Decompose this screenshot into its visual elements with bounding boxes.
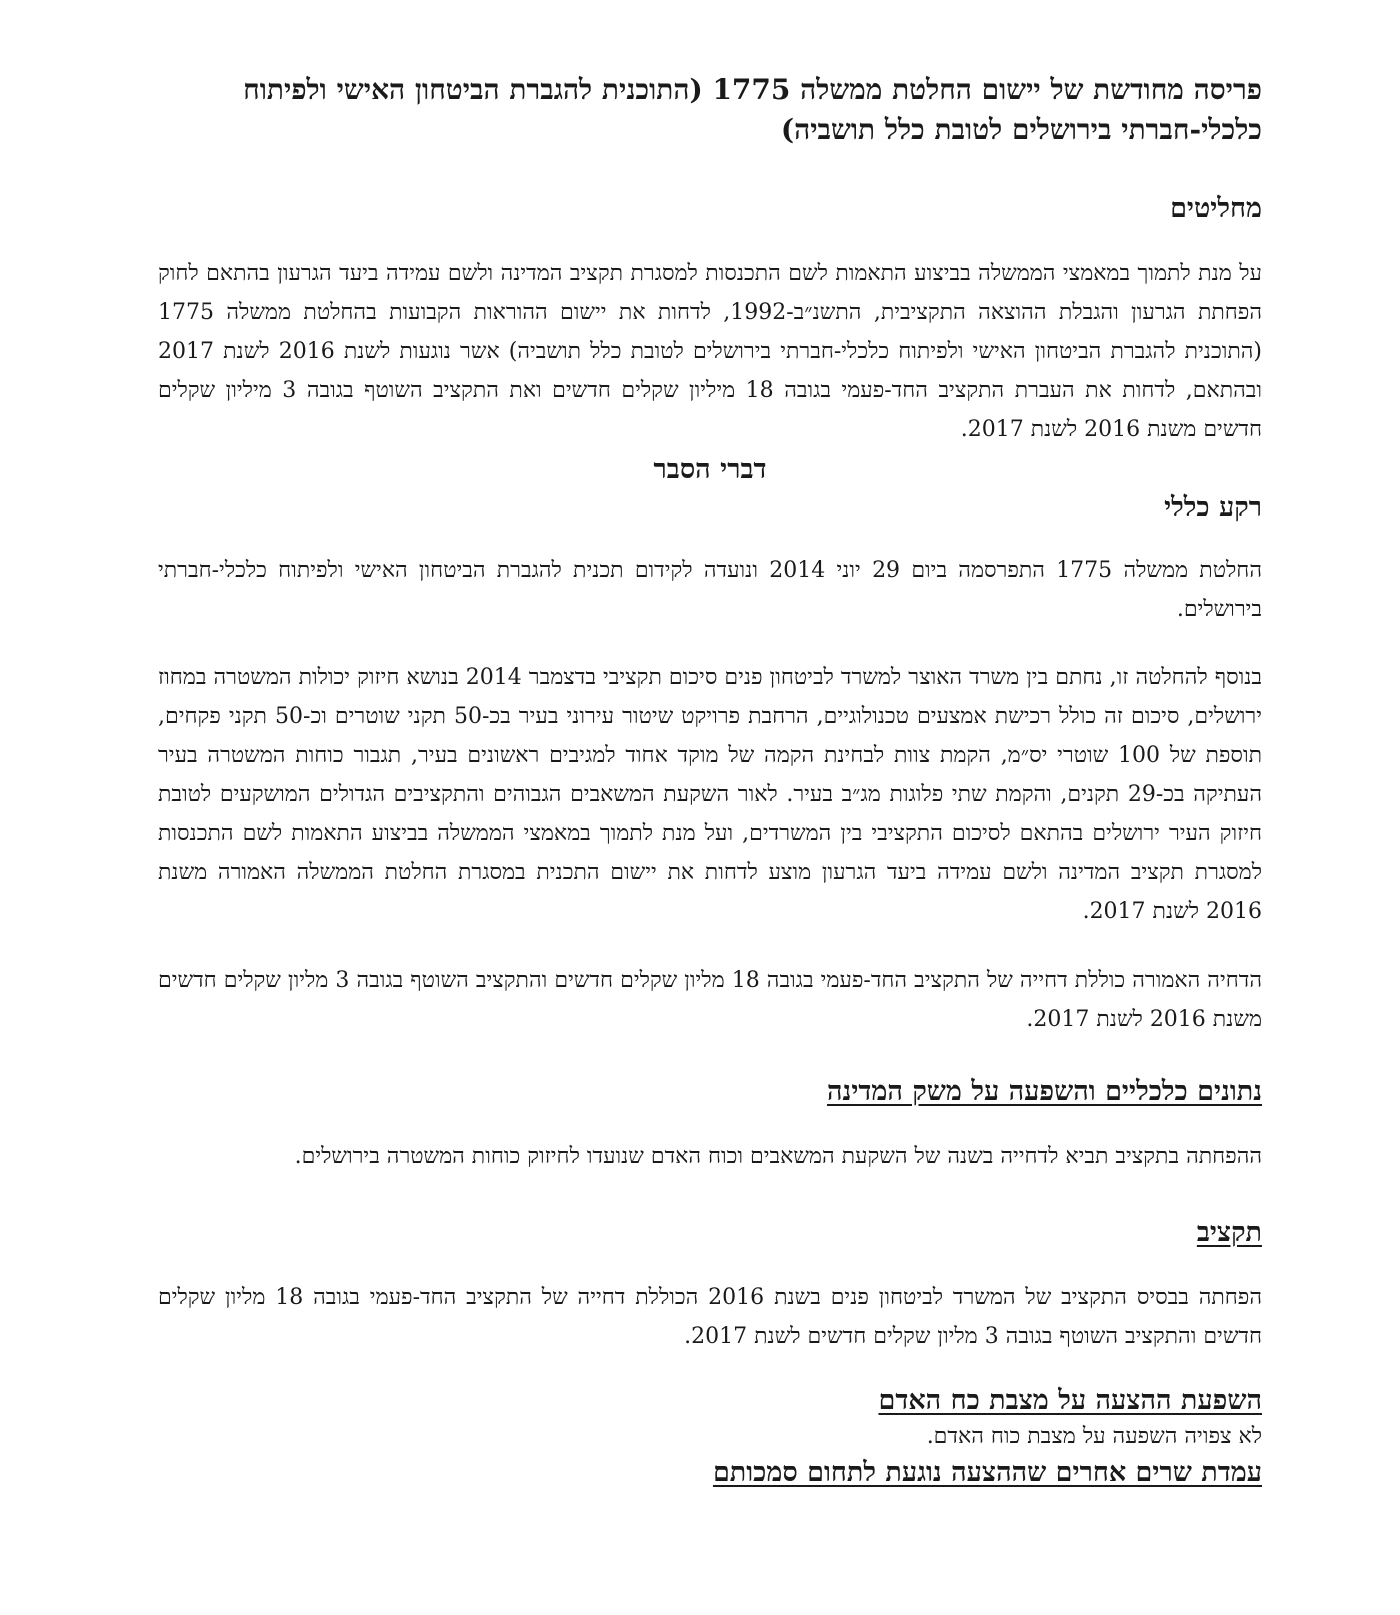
background-paragraph-1: החלטת ממשלה 1775 התפרסמה ביום 29 יוני 2014 ונועדה לקידום תכנית להגברת הביטחון האישי ולפיתוח כלכלי-חברתי בירושלים. (158, 558, 1262, 622)
manpower-heading: השפעת ההצעה על מצבת כח האדם (878, 1385, 1262, 1416)
economic-heading: נתונים כלכליים והשפעה על משק המדינה (827, 1076, 1262, 1107)
budget-text: הפחתה בבסיס התקציב של המשרד לביטחון פנים בשנת 2016 הכוללת דחייה של התקציב החד-פעמי בגובה 18 מליון שקלים חדשים והתקציב השוטף בגובה 3 מליון שקלים חדשים לשנת 2017. (158, 1285, 1262, 1349)
budget-heading: תקציב (1196, 1217, 1262, 1248)
document-page (158, 70, 1262, 1492)
background-paragraph-2: בנוסף להחלטה זו, נחתם בין משרד האוצר למשרד לביטחון פנים סיכום תקציבי בדצמבר 2014 בנושא חיזוק יכולות המשטרה במחוז ירושלים, סיכום זה כולל רכישת אמצעים טכנולוגיים, הרחבת פרויקט שיטור עירוני בעיר בכ-50 תקני שוטרים וכ-50 תקני פקחים, תוספת של 100 שוטרי יס״מ, הקמת צוות לבחינת הקמה של מוקד אחוד למגיבים ראשונים בעיר, תגבור כוחות המשטרה בעיר העתיקה בכ-29 תקנים, והקמת שתי פלוגות מג״ב בעיר. לאור השקעת המשאבים הגבוהים והתקציבים הגדולים המושקעים לטובת חיזוק העיר ירושלים בהתאם לסיכום התקציבי בין המשרדים, ועל מנת לתמוך במאמצי הממשלה בביצוע התאמות לשם התכנסות למסגרת תקציב המדינה ולשם עמידה ביעד הגרעון מוצע לדחות את יישום התכנית במסגרת החלטת הממשלה האמורה משנת 2016 לשנת 2017. (158, 665, 1262, 924)
document-title: פריסה מחודשת של יישום החלטת ממשלה 1775 (התוכנית להגברת הביטחון האישי ולפיתוח כלכלי-חברתי בירושלים לטובת כלל תושביה) (243, 73, 1262, 146)
decisions-text: על מנת לתמוך במאמצי הממשלה בביצוע התאמות לשם התכנסות למסגרת תקציב המדינה ולשם עמידה ביעד הגרעון בהתאם לחוק הפחתת הגרעון והגבלת ההוצאה התקציבית, התשנ״ב-1992, לדחות את יישום ההוראות הקבועות בהחלטת ממשלה 1775 (התוכנית להגברת הביטחון האישי ולפיתוח כלכלי-חברתי בירושלים לטובת כלל תושביה) אשר נוגעות לשנת 2016 לשנת 2017 ובהתאם, לדחות את העברת התקציב החד-פעמי בגובה 18 מיליון שקלים חדשים ואת התקציב השוטף בגובה 3 מיליון שקלים חדשים משנת 2016 לשנת 2017. (158, 261, 1262, 442)
decisions-heading: מחליטים (1170, 193, 1262, 224)
manpower-text: לא צפויה השפעה על מצבת כוח האדם. (926, 1424, 1262, 1449)
background-heading: רקע כללי (1164, 492, 1262, 523)
explanation-heading: דברי הסבר (653, 454, 767, 485)
background-paragraph-3: הדחיה האמורה כוללת דחייה של התקציב החד-פעמי בגובה 18 מליון שקלים חדשים והתקציב השוטף בגובה 3 מליון שקלים חדשים משנת 2016 לשנת 2017. (158, 968, 1262, 1032)
economic-text: ההפחתה בתקציב תביא לדחייה בשנה של השקעת המשאבים וכוח האדם שנועדו לחיזוק כוחות המשטרה בירושלים. (294, 1144, 1262, 1169)
ministers-heading: עמדת שרים אחרים שההצעה נוגעת לתחום סמכותם (712, 1457, 1262, 1488)
